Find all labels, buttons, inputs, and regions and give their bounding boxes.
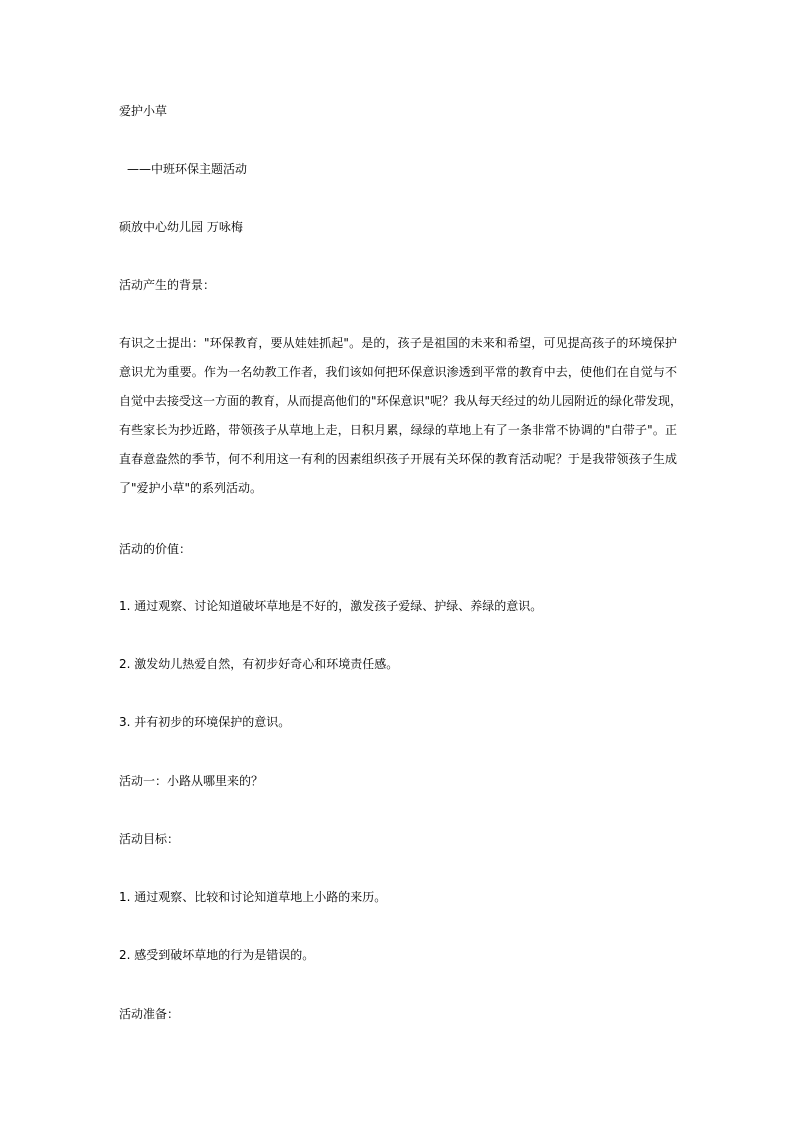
- background-paragraph: [119, 335, 683, 496]
- paragraph-line: 直春意盎然的季节，何不利用这一有利的因素组织孩子开展有关环保的教育活动呢？于是我带领孩子生成: [119, 452, 677, 466]
- document-subtitle: ——中班环保主题活动: [127, 162, 248, 176]
- prep-heading: 活动准备：: [119, 1007, 180, 1021]
- background-heading: 活动产生的背景：: [119, 278, 216, 292]
- goal-item: 1. 通过观察、比较和讨论知道草地上小路的来历。: [119, 890, 387, 904]
- value-heading: 活动的价值：: [119, 542, 192, 556]
- value-item: 1. 通过观察、讨论知道破坏草地是不好的，激发孩子爱绿、护绿、养绿的意识。: [119, 599, 543, 613]
- document-title: 爱护小草: [119, 104, 168, 118]
- activity-one-heading: 活动一：小路从哪里来的？: [119, 774, 264, 788]
- paragraph-line: 有些家长为抄近路，带领孩子从草地上走，日积月累，绿绿的草地上有了一条非常不协调的"白带子"。正: [119, 423, 677, 437]
- value-item: 3. 并有初步的环境保护的意识。: [119, 715, 291, 729]
- goal-item: 2. 感受到破坏草地的行为是错误的。: [119, 948, 315, 962]
- paragraph-line: 有识之士提出："环保教育，要从娃娃抓起"。是的，孩子是祖国的未来和希望，可见提高孩子的环境保护: [119, 336, 677, 350]
- value-item: 2. 激发幼儿热爱自然，有初步好奇心和环境责任感。: [119, 657, 399, 671]
- paragraph-line: 自觉中去接受这一方面的教育，从而提高他们的"环保意识"呢？我从每天经过的幼儿园附近的绿化带发现，: [119, 394, 683, 408]
- paragraph-line: 意识尤为重要。作为一名幼教工作者，我们该如何把环保意识渗透到平常的教育中去，使他们在自觉与不: [119, 365, 677, 379]
- paragraph-line: 了"爱护小草"的系列活动。: [119, 481, 263, 495]
- goal-heading: 活动目标：: [119, 832, 180, 846]
- author-line: 硕放中心幼儿园 万咏梅: [119, 220, 243, 234]
